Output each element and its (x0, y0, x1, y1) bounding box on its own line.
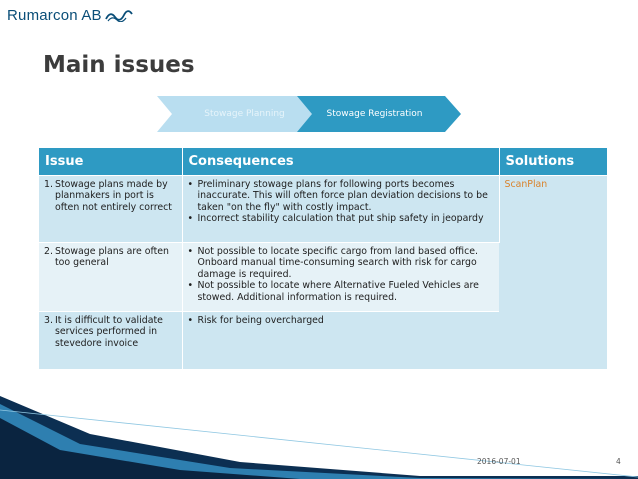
issue-cell (39, 242, 182, 311)
consequence-item: • Not possible to locate specific cargo from land based office. Onboard manual time-consuming search with risk for cargo damage is required. (188, 246, 495, 281)
page-title: Main issues (43, 52, 195, 78)
solution-cell (499, 175, 607, 369)
solution-link-scanplan[interactable]: ScanPlan (504, 178, 548, 190)
logo-text: Rumarcon AB (7, 7, 102, 24)
chevron-step-stowage-registration: Stowage Registration (326, 109, 423, 119)
issue-text: Stowage plans are often too general (55, 245, 169, 269)
consequence-item: • Not possible to locate where Alternative Fueled Vehicles are stowed. Additional information is required. (188, 280, 495, 303)
consequence-item: • Preliminary stowage plans for following ports becomes inaccurate. This will often force plan deviation decisions to be taken "on the fly" with costly impact. (188, 179, 494, 214)
header-consequences: Consequences (182, 148, 499, 175)
issue-number: 1. (44, 178, 53, 190)
header-issue: Issue (39, 148, 182, 175)
consequence-item: • Incorrect stability calculation that put ship safety in jeopardy (188, 213, 494, 225)
consequences-cell (182, 242, 499, 311)
issue-text: Stowage plans made by planmakers in port is often not entirely correct (55, 178, 172, 213)
issues-table (39, 148, 607, 369)
footer-date: 2016-07-01 (477, 457, 521, 466)
header-solutions: Solutions (499, 148, 607, 175)
issue-number: 3. (44, 314, 53, 326)
table-header-row (39, 148, 607, 175)
issue-number: 2. (44, 245, 53, 257)
decorative-wave-swoosh (0, 396, 638, 479)
process-chevrons (157, 96, 462, 132)
page-number: 4 (616, 457, 621, 466)
table-row (39, 175, 607, 242)
issue-cell (39, 311, 182, 369)
issue-cell (39, 175, 182, 242)
company-logo (7, 7, 133, 24)
consequences-cell (182, 311, 499, 369)
consequence-item: • Risk for being overcharged (188, 315, 495, 327)
chevron-step-stowage-planning: Stowage Planning (204, 109, 285, 119)
logo-wave-icon (105, 10, 133, 22)
issue-text: It is difficult to validate services performed in stevedore invoice (55, 314, 163, 349)
consequences-cell (182, 175, 499, 242)
